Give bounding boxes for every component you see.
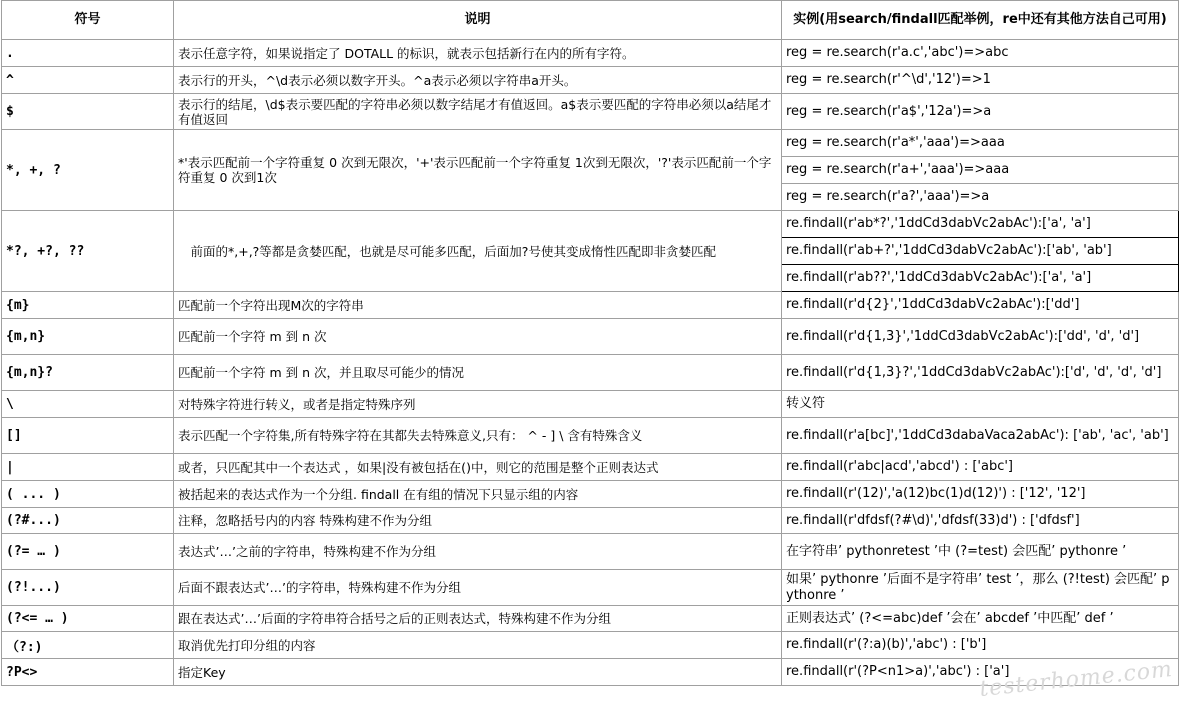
symbol-cell: . <box>2 40 174 67</box>
description-cell: 取消优先打印分组的内容 <box>174 632 782 659</box>
header-symbol: 符号 <box>2 1 174 40</box>
table-row <box>2 659 1179 686</box>
description-cell: 表示匹配一个字符集,所有特殊字符在其都失去特殊意义,只有： ^ - ] \ 含有特殊含义 <box>174 418 782 454</box>
description-cell: 匹配前一个字符出现M次的字符串 <box>174 292 782 319</box>
example-cell: re.findall(r'a[bc]','1ddCd3dabaVaca2abAc'): ['ab', 'ac', 'ab'] <box>782 418 1179 454</box>
description-cell: 表示行的结尾，\d$表示要匹配的字符串必须以数字结尾才有值返回。a$表示要匹配的字符串必须以a结尾才有值返回 <box>174 94 782 130</box>
symbol-cell: $ <box>2 94 174 130</box>
example-cell: re.findall(r'ab??','1ddCd3dabVc2abAc'):['a', 'a'] <box>782 265 1179 292</box>
description-cell: 跟在表达式’…’后面的字符串符合括号之后的正则表达式，特殊构建不作为分组 <box>174 606 782 632</box>
example-cell: 正则表达式’ (?<=abc)def ’会在’ abcdef ’中匹配’ def ’ <box>782 606 1179 632</box>
example-cell: 在字符串’ pythonretest ’中 (?=test) 会匹配’ pythonre ’ <box>782 534 1179 570</box>
table-body <box>2 40 1179 686</box>
table-row <box>2 391 1179 418</box>
description-cell: 前面的*,+,?等都是贪婪匹配，也就是尽可能多匹配，后面加?号使其变成惰性匹配即非贪婪匹配 <box>174 211 782 292</box>
example-cell: re.findall(r'd{2}','1ddCd3dabVc2abAc'):['dd'] <box>782 292 1179 319</box>
example-cell: reg = re.search(r'a$','12a')=>a <box>782 94 1179 130</box>
example-cell: re.findall(r'abc|acd','abcd') : ['abc'] <box>782 454 1179 481</box>
description-cell: 匹配前一个字符 m 到 n 次 <box>174 319 782 355</box>
symbol-cell: *, +, ? <box>2 130 174 211</box>
description-cell: *'表示匹配前一个字符重复 0 次到无限次，'+'表示匹配前一个字符重复 1次到无限次，'?'表示匹配前一个字符重复 0 次到1次 <box>174 130 782 211</box>
example-cell: re.findall(r'ab*?','1ddCd3dabVc2abAc'):['a', 'a'] <box>782 211 1179 238</box>
symbol-cell: (?#...) <box>2 508 174 534</box>
table-row <box>2 94 1179 130</box>
watermark-logo: testerhome.com <box>977 656 1174 703</box>
symbol-cell: {m,n}? <box>2 355 174 391</box>
example-cell: reg = re.search(r'^\d','12')=>1 <box>782 67 1179 94</box>
description-cell: 表达式’…’之前的字符串，特殊构建不作为分组 <box>174 534 782 570</box>
header-example: 实例(用search/findall匹配举例，re中还有其他方法自己可用) <box>782 1 1179 40</box>
symbol-cell: (?!...) <box>2 570 174 606</box>
symbol-cell: {m} <box>2 292 174 319</box>
header-description: 说明 <box>174 1 782 40</box>
header-row <box>2 1 1179 40</box>
table-row <box>2 418 1179 454</box>
description-cell: 对特殊字符进行转义，或者是指定特殊序列 <box>174 391 782 418</box>
example-cell: re.findall(r'd{1,3}','1ddCd3dabVc2abAc'):['dd', 'd', 'd'] <box>782 319 1179 355</box>
symbol-cell: (?<= … ) <box>2 606 174 632</box>
symbol-cell: ( ... ) <box>2 481 174 508</box>
description-cell: 或者，只匹配其中一个表达式 ，如果|没有被包括在()中，则它的范围是整个正则表达式 <box>174 454 782 481</box>
symbol-cell: *?, +?, ?? <box>2 211 174 292</box>
description-cell: 匹配前一个字符 m 到 n 次，并且取尽可能少的情况 <box>174 355 782 391</box>
table-row <box>2 211 1179 238</box>
symbol-cell: (?= … ) <box>2 534 174 570</box>
description-cell: 后面不跟表达式’…’的字符串，特殊构建不作为分组 <box>174 570 782 606</box>
example-cell: reg = re.search(r'a?','aaa')=>a <box>782 184 1179 211</box>
table-row <box>2 67 1179 94</box>
table-row <box>2 508 1179 534</box>
symbol-cell: {m,n} <box>2 319 174 355</box>
example-cell: re.findall(r'(12)','a(12)bc(1)d(12)') : ['12', '12'] <box>782 481 1179 508</box>
description-cell: 表示行的开头，^\d表示必须以数字开头。^a表示必须以字符串a开头。 <box>174 67 782 94</box>
table-row <box>2 454 1179 481</box>
description-cell: 指定Key <box>174 659 782 686</box>
symbol-cell: | <box>2 454 174 481</box>
symbol-cell: （?:) <box>2 632 174 659</box>
description-cell: 表示任意字符，如果说指定了 DOTALL 的标识，就表示包括新行在内的所有字符。 <box>174 40 782 67</box>
example-cell: reg = re.search(r'a*','aaa')=>aaa <box>782 130 1179 157</box>
example-cell: re.findall(r'(?P<n1>a)','abc') : ['a'] <box>782 659 1179 686</box>
example-cell: reg = re.search(r'a+','aaa')=>aaa <box>782 157 1179 184</box>
table-row <box>2 40 1179 67</box>
symbol-cell: [] <box>2 418 174 454</box>
table-row <box>2 606 1179 632</box>
symbol-cell: ?P<> <box>2 659 174 686</box>
description-cell: 被括起来的表达式作为一个分组. findall 在有组的情况下只显示组的内容 <box>174 481 782 508</box>
table-row <box>2 632 1179 659</box>
example-cell: re.findall(r'ab+?','1ddCd3dabVc2abAc'):['ab', 'ab'] <box>782 238 1179 265</box>
regex-reference-table <box>1 0 1179 686</box>
table-row <box>2 130 1179 157</box>
example-cell: 转义符 <box>782 391 1179 418</box>
example-cell: re.findall(r'(?:a)(b)','abc') : ['b'] <box>782 632 1179 659</box>
example-cell: re.findall(r'dfdsf(?#\d)','dfdsf(33)d') : ['dfdsf'] <box>782 508 1179 534</box>
table-row <box>2 570 1179 606</box>
table-row <box>2 481 1179 508</box>
example-cell: reg = re.search(r'a.c','abc')=>abc <box>782 40 1179 67</box>
example-cell: 如果’ pythonre ’后面不是字符串’ test ’，那么 (?!test) 会匹配’ pythonre ’ <box>782 570 1179 606</box>
description-cell: 注释，忽略括号内的内容 特殊构建不作为分组 <box>174 508 782 534</box>
symbol-cell: ^ <box>2 67 174 94</box>
table-row <box>2 292 1179 319</box>
table-row <box>2 534 1179 570</box>
symbol-cell: \ <box>2 391 174 418</box>
example-cell: re.findall(r'd{1,3}?','1ddCd3dabVc2abAc'):['d', 'd', 'd', 'd'] <box>782 355 1179 391</box>
table-row <box>2 355 1179 391</box>
table-row <box>2 319 1179 355</box>
